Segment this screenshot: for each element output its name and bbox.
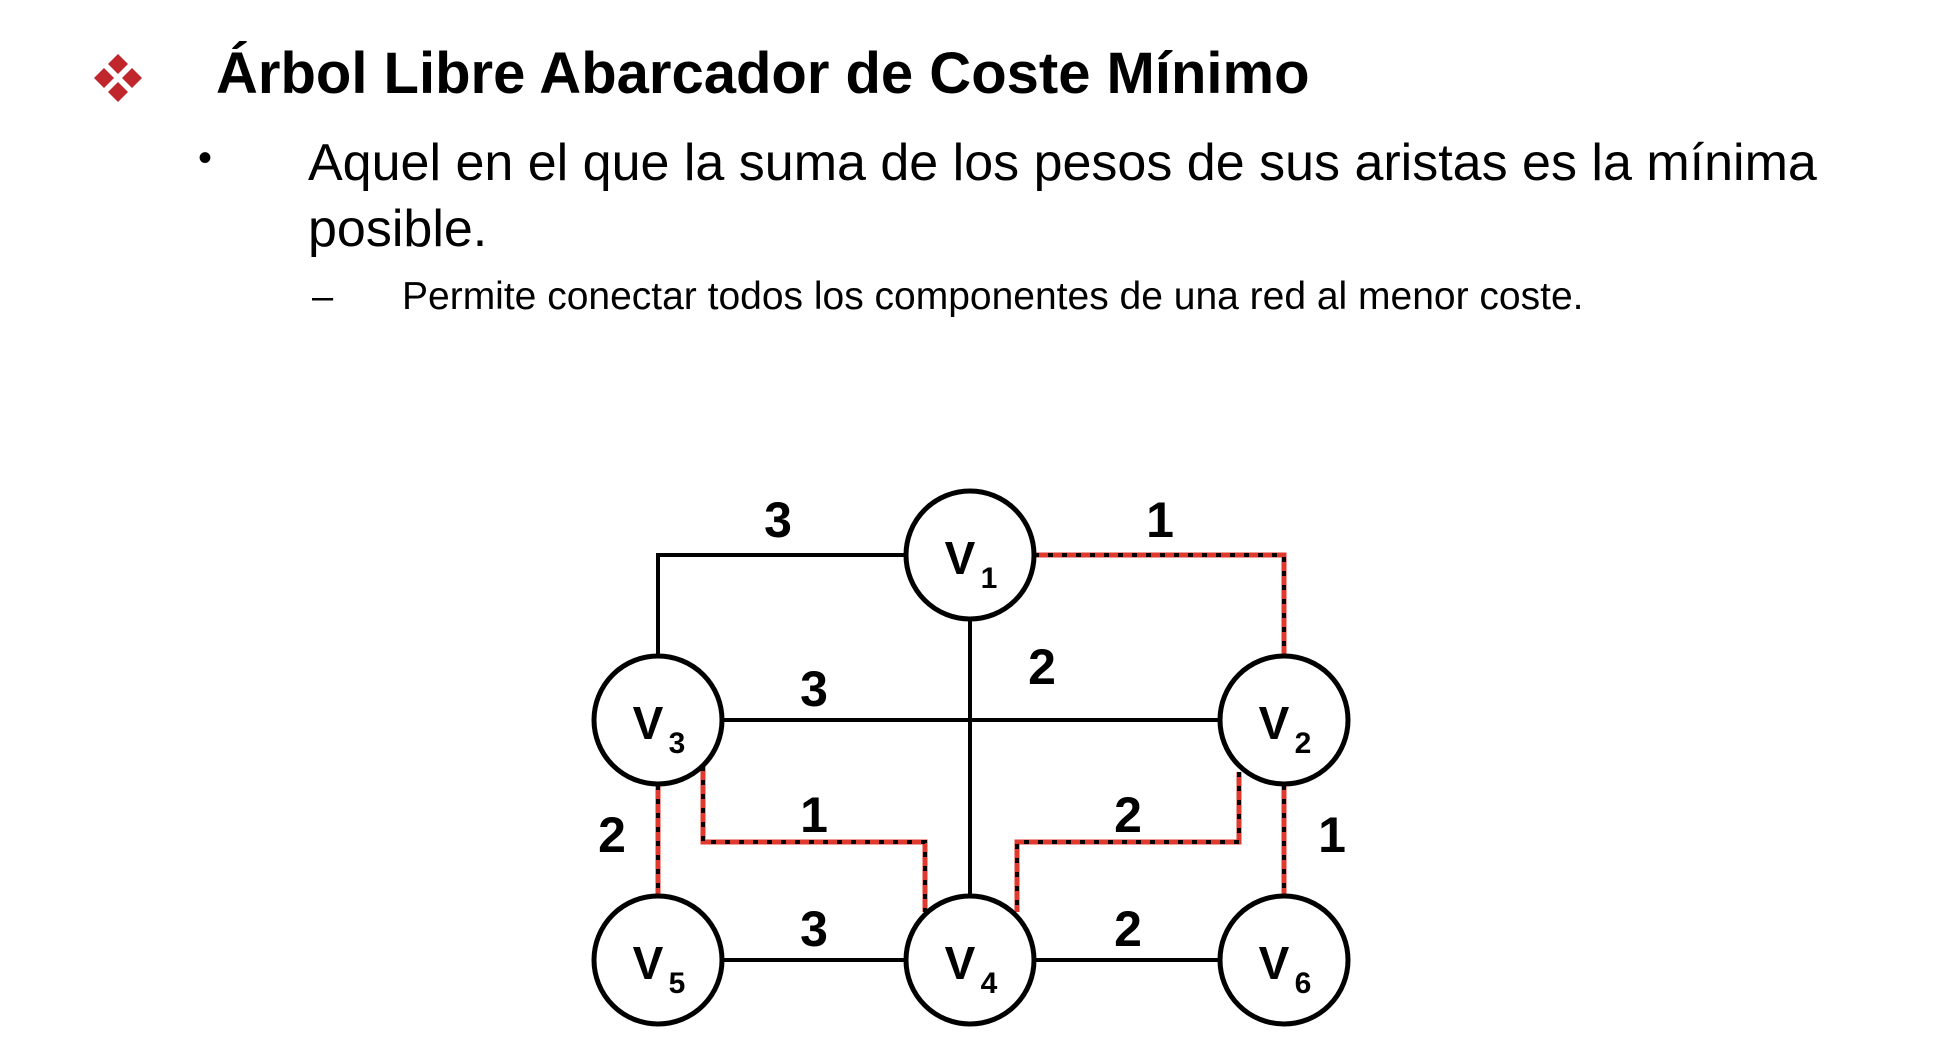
edge-v1-v3 [658,555,906,655]
node-v6 [1220,896,1348,1024]
node-letter: V [1258,697,1290,749]
weight-v4-v6: 2 [1114,901,1142,957]
node-letter: V [944,532,976,584]
node-subscript: 1 [980,562,998,595]
edge-v1-v2 [1034,555,1284,655]
node-v2 [1220,656,1348,784]
weight-v3-v5: 2 [598,807,626,863]
weight-v2-v4: 2 [1114,787,1142,843]
node-v3 [594,656,722,784]
slide-title: Árbol Libre Abarcador de Coste Mínimo [216,41,1310,106]
sub-bullet-symbol: – [312,276,334,318]
node-letter: V [632,697,664,749]
bullet-symbol: • [198,136,213,180]
bullet-text: Aquel en el que la suma de los pesos de sus aristas es la mínima posible. [308,134,1817,258]
weight-v2-v6: 1 [1318,807,1346,863]
node-subscript: 3 [668,727,686,760]
node-v5 [594,896,722,1024]
node-v1 [906,491,1034,619]
weight-v3-v2: 3 [800,661,828,717]
weight-v5-v4: 3 [800,901,828,957]
node-subscript: 6 [1294,967,1312,1000]
sub-bullet-text: Permite conectar todos los componentes de una red al menor coste. [402,275,1584,318]
weight-v1-v4: 2 [1028,639,1056,695]
weight-v1-v3: 3 [764,492,792,548]
node-letter: V [632,937,664,989]
node-letter: V [1258,937,1290,989]
node-subscript: 2 [1294,727,1312,760]
weight-v1-v2: 1 [1146,492,1174,548]
weight-v3-v4: 1 [800,787,828,843]
node-subscript: 4 [980,967,998,1000]
node-v4 [906,896,1034,1024]
node-subscript: 5 [668,967,686,1000]
node-letter: V [944,937,976,989]
